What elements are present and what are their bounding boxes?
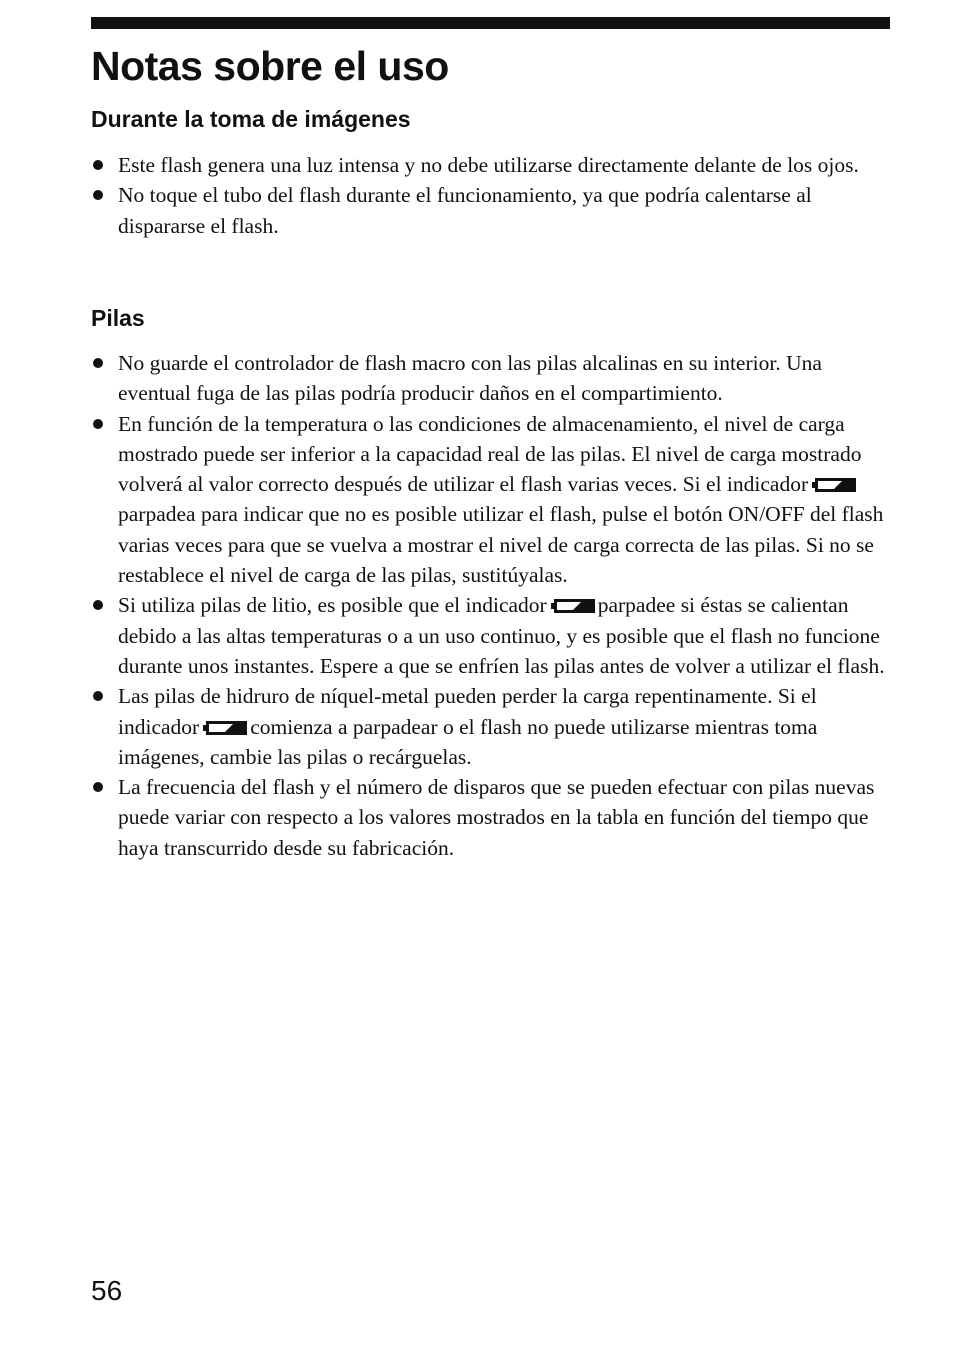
list-item-text: No toque el tubo del flash durante el funcionamiento, ya que podría calentarse al dispararse el flash. <box>118 183 812 238</box>
low-battery-indicator-icon <box>812 478 856 492</box>
list-item-text-before: Las pilas de hidruro de níquel-metal pueden perder la carga repentinamente. Si el indicador <box>118 684 817 739</box>
section-heading-batteries: Pilas <box>91 305 145 331</box>
list-item-text-after: parpadee si éstas se calientan debido a las altas temperaturas o a un uso continuo, y es posible que el flash no funcione durante unos instantes. Espere a que se enfríen las pilas antes de volver a utilizar el flash. <box>118 593 885 678</box>
bullet-icon <box>93 419 103 429</box>
list-item-text-before: En función de la temperatura o las condiciones de almacenamiento, el nivel de carga mostrado puede ser inferior a la capacidad real de las pilas. El nivel de carga mostrado volverá al valor correcto después de utilizar el flash varias veces. Si el indicador <box>118 411 862 497</box>
list-item <box>91 150 896 180</box>
bullet-icon <box>93 600 103 610</box>
list-item-text: No guarde el controlador de flash macro con las pilas alcalinas en su interior. Una eventual fuga de las pilas podría producir daños en el compartimiento. <box>118 351 822 406</box>
list-item <box>91 590 896 681</box>
bullet-icon <box>93 160 103 170</box>
bullet-icon <box>93 782 103 792</box>
list-item-text: Este flash genera una luz intensa y no debe utilizarse directamente delante de los ojos. <box>118 153 859 177</box>
battery-notes-list <box>91 348 896 863</box>
section-heading-shooting: Durante la toma de imágenes <box>91 106 411 132</box>
bullet-icon <box>93 691 103 701</box>
bullet-icon <box>93 358 103 368</box>
low-battery-indicator-icon <box>551 599 595 613</box>
page-title: Notas sobre el uso <box>91 43 449 89</box>
top-rule <box>91 17 890 29</box>
list-item <box>91 772 896 863</box>
low-battery-indicator-icon <box>203 721 247 735</box>
shooting-notes-list <box>91 150 896 241</box>
list-item <box>91 409 896 591</box>
bullet-icon <box>93 190 103 200</box>
page-number: 56 <box>91 1275 123 1306</box>
list-item-text-before: Si utiliza pilas de litio, es posible que el indicador <box>118 593 547 618</box>
list-item-text-after: comienza a parpadear o el flash no puede utilizarse mientras toma imágenes, cambie las pilas o recárguelas. <box>118 714 818 769</box>
list-item <box>91 348 896 409</box>
list-item <box>91 681 896 772</box>
list-item-text: La frecuencia del flash y el número de disparos que se pueden efectuar con pilas nuevas puede variar con respecto a los valores mostrados en la tabla en función del tiempo que haya transcurrido desde su fabricación. <box>118 775 875 860</box>
list-item-text-after: parpadea para indicar que no es posible utilizar el flash, pulse el botón ON/OFF del flash varias veces para que se vuelva a mostrar el nivel de carga correcta de las pilas. Si no se restablece el nivel de carga de las pilas, sustitúyalas. <box>118 502 884 588</box>
list-item <box>91 180 896 241</box>
